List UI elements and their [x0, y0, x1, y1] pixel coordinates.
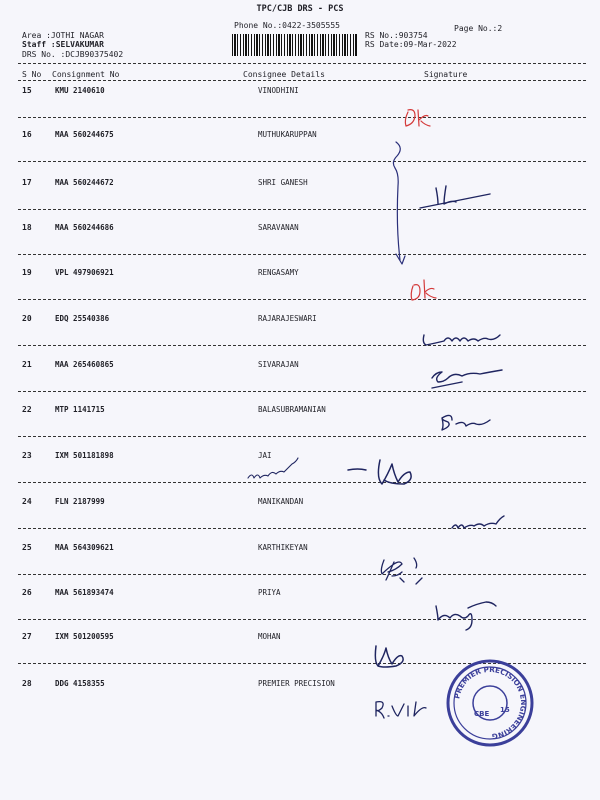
row-consignee: SHRI GANESH: [258, 178, 308, 187]
column-header-consignment: Consignment No: [52, 70, 120, 79]
row-sno: 17: [22, 178, 32, 187]
row-consignment: IXM 501200595: [55, 632, 114, 641]
drs-number: DRS No. :DCJB90375402: [22, 50, 124, 59]
stamp-code: CBE: [474, 710, 490, 718]
column-header-sno: S No: [22, 70, 42, 79]
row-consignee: MOHAN: [258, 632, 281, 641]
row-sno: 18: [22, 223, 32, 232]
row-sno: 19: [22, 268, 32, 277]
page-number: Page No.:2: [454, 24, 503, 33]
row-consignee: PRIYA: [258, 588, 281, 597]
row-consignment: VPL 497906921: [55, 268, 114, 277]
row-sno: 22: [22, 405, 32, 414]
phone-number: Phone No.:0422-3505555: [234, 21, 340, 30]
row-consignee: PREMIER PRECISION: [258, 679, 335, 688]
row-consignment: DDG 4158355: [55, 679, 105, 688]
row-consignment: MAA 561893474: [55, 588, 114, 597]
row-consignment: FLN 2187999: [55, 497, 105, 506]
column-header-consignee: Consignee Details: [243, 70, 325, 79]
row-consignment: MAA 560244675: [55, 130, 114, 139]
row-consignment: IXM 501181898: [55, 451, 114, 460]
row-consignee: VINODHINI: [258, 86, 299, 95]
row-consignment: MTP 1141715: [55, 405, 105, 414]
row-consignee: RAJARAJESWARI: [258, 314, 317, 323]
row-sno: 24: [22, 497, 32, 506]
row-consignment: EDQ 25540386: [55, 314, 110, 323]
svg-text:PREMIER PRECISION ENGINEERING: PREMIER PRECISION ENGINEERING: [452, 664, 529, 742]
area-label: Area :JOTHI NAGAR: [22, 31, 104, 40]
row-consignment: MAA 560244686: [55, 223, 114, 232]
rs-date: RS Date:09-Mar-2022: [365, 40, 457, 49]
row-consignee: SARAVANAN: [258, 223, 299, 232]
row-sno: 25: [22, 543, 32, 552]
row-consignment: MAA 564309621: [55, 543, 114, 552]
row-consignee: MANIKANDAN: [258, 497, 304, 506]
row-consignee: SIVARAJAN: [258, 360, 299, 369]
document-title: TPC/CJB DRS - PCS: [256, 4, 344, 14]
row-consignment: MAA 265460865: [55, 360, 114, 369]
row-sno: 27: [22, 632, 32, 641]
row-consignee: JAI: [258, 451, 272, 460]
row-consignee: RENGASAMY: [258, 268, 299, 277]
staff-label: Staff :SELVAKUMAR: [22, 40, 104, 49]
rs-number: RS No.:903754: [365, 31, 428, 40]
row-sno: 20: [22, 314, 32, 323]
row-sno: 23: [22, 451, 32, 460]
row-sno: 21: [22, 360, 32, 369]
stamp-number: 15: [500, 706, 510, 714]
row-sno: 16: [22, 130, 32, 139]
row-consignment: MAA 560244672: [55, 178, 114, 187]
row-consignee: KARTHIKEYAN: [258, 543, 308, 552]
row-sno: 28: [22, 679, 32, 688]
row-sno: 26: [22, 588, 32, 597]
row-consignment: KMU 2140610: [55, 86, 105, 95]
row-sno: 15: [22, 86, 32, 95]
row-consignee: MUTHUKARUPPAN: [258, 130, 317, 139]
company-stamp: [445, 658, 535, 748]
row-consignee: BALASUBRAMANIAN: [258, 405, 326, 414]
column-header-signature: Signature: [424, 70, 468, 79]
